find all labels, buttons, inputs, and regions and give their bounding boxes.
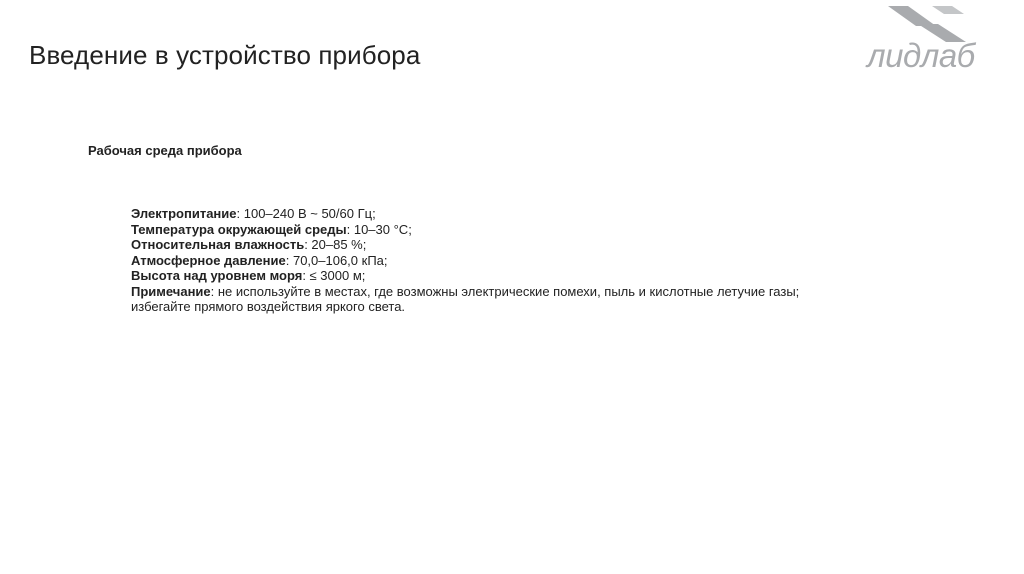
spec-value: : не используйте в местах, где возможны электрические помехи, пыль и кислотные летучие газы; — [210, 283, 800, 299]
spec-label: Температура окружающей среды — [131, 221, 347, 237]
spec-value: : ≤ 3000 м; — [302, 268, 366, 283]
spec-note — [131, 284, 891, 300]
spec-value: : 20–85 %; — [304, 237, 367, 252]
spec-label: Относительная влажность — [131, 237, 305, 252]
spec-value: : 70,0–106,0 кПа; — [285, 252, 388, 268]
spec-list — [131, 206, 891, 315]
slide-title: Введение в устройство прибора — [29, 40, 421, 70]
logo-text: лидлаб — [867, 37, 975, 74]
spec-label: Примечание — [131, 283, 211, 299]
spec-label: Атмосферное давление — [131, 252, 286, 268]
section-heading: Рабочая среда прибора — [88, 143, 242, 158]
spec-label: Электропитание — [131, 206, 237, 221]
spec-power — [131, 206, 891, 222]
spec-temperature — [131, 222, 891, 238]
spec-value: : 10–30 °C; — [346, 221, 412, 237]
spec-altitude — [131, 268, 891, 284]
spec-value: : 100–240 В ~ 50/60 Гц; — [236, 206, 376, 221]
company-logo — [862, 4, 992, 74]
spec-label: Высота над уровнем моря — [131, 268, 303, 283]
spec-pressure — [131, 253, 891, 269]
spec-humidity — [131, 237, 891, 253]
spec-note-continuation: избегайте прямого воздействия яркого света. — [131, 299, 406, 314]
